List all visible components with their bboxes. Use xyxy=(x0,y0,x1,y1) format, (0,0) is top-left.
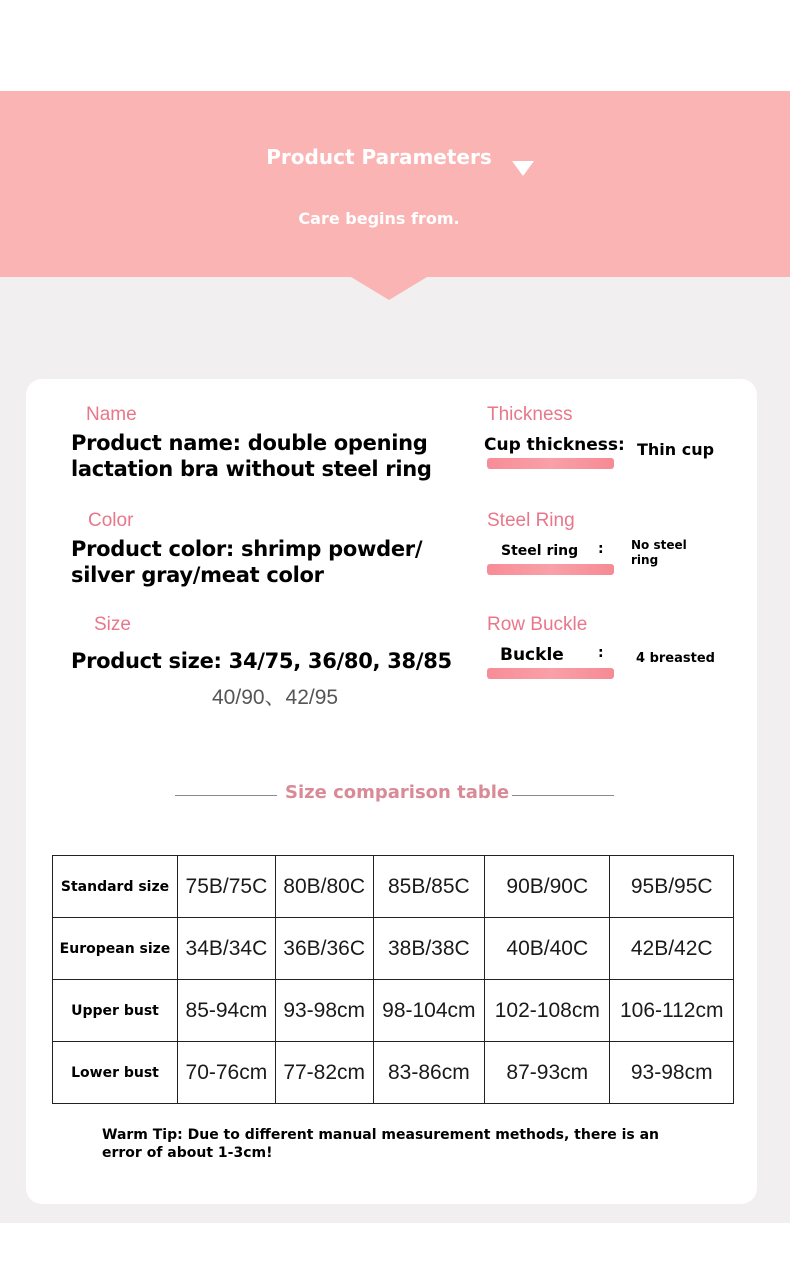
table-cell: 80B/80C xyxy=(275,856,373,918)
table-cell: 90B/90C xyxy=(485,856,610,918)
banner-subtitle: Care begins from. xyxy=(298,209,460,228)
table-cell: 93-98cm xyxy=(610,1042,734,1104)
table-cell: 85-94cm xyxy=(178,980,276,1042)
color-value-line1: Product color: shrimp powder/ xyxy=(71,537,423,561)
table-cell: 42B/42C xyxy=(610,918,734,980)
buckle-value: 4 breasted xyxy=(636,651,715,666)
steel-ring-value-line1: No steel xyxy=(631,538,687,552)
table-cell: 70-76cm xyxy=(178,1042,276,1104)
table-cell: 36B/36C xyxy=(275,918,373,980)
table-cell: 87-93cm xyxy=(485,1042,610,1104)
top-spacer xyxy=(0,0,790,91)
table-cell: 83-86cm xyxy=(373,1042,485,1104)
table-cell: 75B/75C xyxy=(178,856,276,918)
table-cell: 106-112cm xyxy=(610,980,734,1042)
buckle-highlight-bar xyxy=(487,668,614,679)
name-value-line2: lactation bra without steel ring xyxy=(71,457,432,481)
table-row xyxy=(53,918,734,980)
row-header: Lower bust xyxy=(53,1042,178,1104)
table-row xyxy=(53,856,734,918)
size-label: Size xyxy=(94,614,131,635)
size-table-title: Size comparison table xyxy=(285,782,510,803)
size-value-line2: 40/90、42/95 xyxy=(212,686,339,709)
buckle-colon: : xyxy=(598,645,604,661)
table-row xyxy=(53,980,734,1042)
thickness-key: Cup thickness: xyxy=(484,435,625,455)
section-divider-right xyxy=(512,795,614,796)
steel-ring-key: Steel ring xyxy=(501,543,579,559)
table-cell: 77-82cm xyxy=(275,1042,373,1104)
name-label: Name xyxy=(86,404,137,425)
banner-title: Product Parameters xyxy=(266,145,492,169)
thickness-highlight-bar xyxy=(487,458,614,469)
color-label: Color xyxy=(88,510,134,531)
table-cell: 102-108cm xyxy=(485,980,610,1042)
row-header: Upper bust xyxy=(53,980,178,1042)
buckle-key: Buckle xyxy=(500,645,564,665)
row-header: Standard size xyxy=(53,856,178,918)
size-comparison-table xyxy=(52,855,734,1104)
table-row xyxy=(53,1042,734,1104)
size-value-line1: Product size: 34/75, 36/80, 38/85 xyxy=(71,649,452,673)
section-divider-left xyxy=(175,795,277,796)
table-cell: 85B/85C xyxy=(373,856,485,918)
thickness-label: Thickness xyxy=(487,404,573,425)
buckle-label: Row Buckle xyxy=(487,614,588,635)
warm-tip: Warm Tip: Due to different manual measurement methods, there is an error of about 1-3cm! xyxy=(102,1127,660,1161)
triangle-down-icon xyxy=(512,161,534,176)
name-value-line1: Product name: double opening xyxy=(71,431,428,455)
table-cell: 95B/95C xyxy=(610,856,734,918)
color-value-line2: silver gray/meat color xyxy=(71,563,324,587)
table-cell: 38B/38C xyxy=(373,918,485,980)
header-banner xyxy=(0,91,790,277)
steel-ring-highlight-bar xyxy=(487,564,614,575)
table-cell: 40B/40C xyxy=(485,918,610,980)
table-cell: 34B/34C xyxy=(178,918,276,980)
row-header: European size xyxy=(53,918,178,980)
table-cell: 93-98cm xyxy=(275,980,373,1042)
steel-ring-label: Steel Ring xyxy=(487,510,575,531)
steel-ring-colon: : xyxy=(598,541,604,557)
thickness-value: Thin cup xyxy=(637,440,715,459)
steel-ring-value-line2: ring xyxy=(631,553,659,567)
table-cell: 98-104cm xyxy=(373,980,485,1042)
